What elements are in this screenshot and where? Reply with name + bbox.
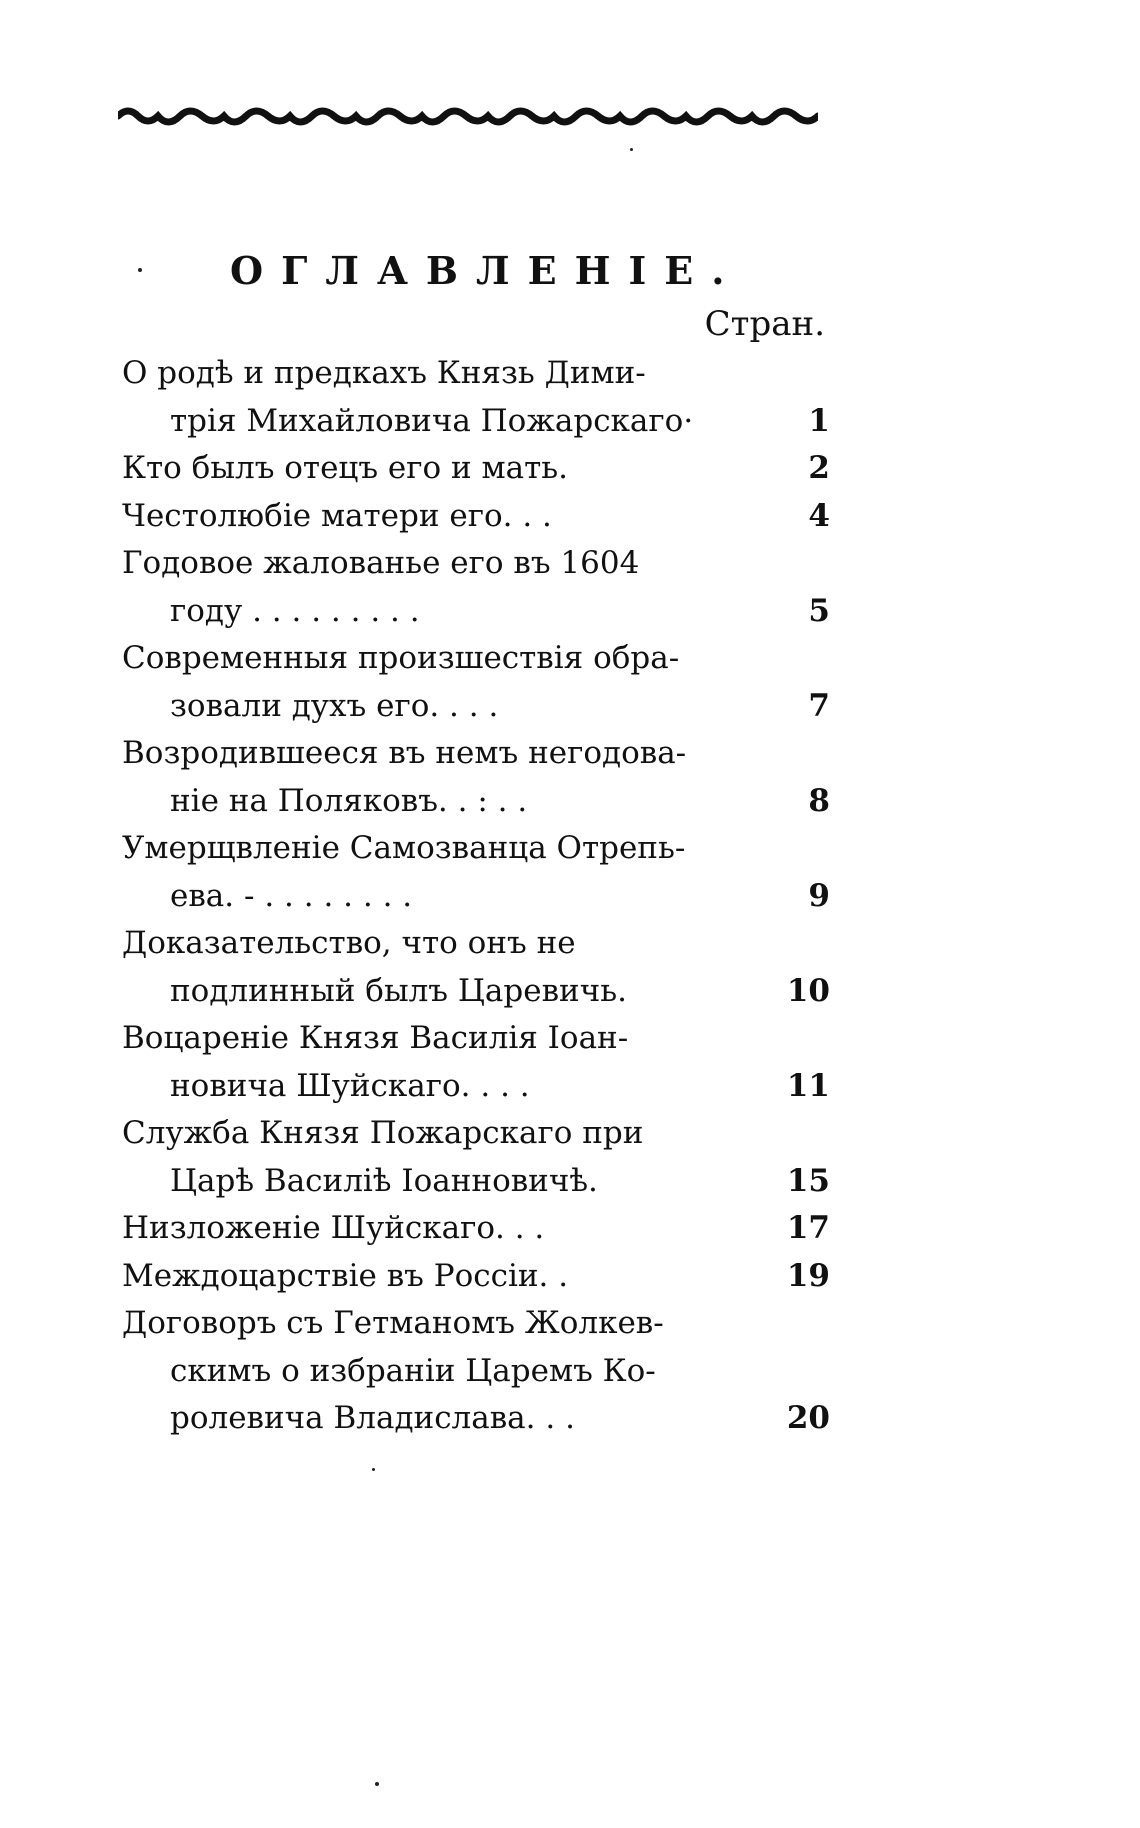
toc-page-number: 10: [786, 972, 830, 1009]
toc-entry-title: [122, 1300, 830, 1443]
page-title: ОГЛАВЛЕНІЕ.: [230, 248, 743, 293]
toc-entry-title: [122, 730, 830, 825]
ink-speck: [138, 268, 142, 272]
toc-entry-line: подлинный былъ Царевичь.: [170, 972, 627, 1009]
toc-entry-line: зовали духъ его. . . .: [170, 687, 499, 724]
toc-entry: [122, 1110, 830, 1205]
toc-entry-title: [122, 540, 830, 635]
toc-page-number: 1: [808, 402, 830, 439]
toc-page-number: 11: [786, 1067, 830, 1104]
table-of-contents: [122, 350, 830, 1443]
toc-entry-line: Воцареніе Князя Василія Іоан-: [122, 1020, 629, 1056]
toc-entry-line: Междоцарствіе въ Россіи. .: [122, 1257, 569, 1294]
toc-entry-title: [122, 1205, 830, 1253]
toc-entry-line: Доказательство, что онъ не: [122, 925, 576, 961]
toc-entry-line: новича Шуйскаго. . . .: [170, 1067, 530, 1104]
toc-entry-title: [122, 635, 830, 730]
toc-entry: [122, 1015, 830, 1110]
toc-entry-line: ніе на Поляковъ. . : . .: [170, 782, 528, 819]
toc-entry-line: Кто былъ отецъ его и мать.: [122, 450, 569, 486]
toc-entry-line: Годовое жалованье его въ 1604: [122, 545, 640, 581]
toc-entry: [122, 635, 830, 730]
toc-page-number: 9: [808, 877, 830, 914]
toc-entry-title: [122, 920, 830, 1015]
toc-entry-title: [122, 493, 830, 541]
toc-page-number: 7: [808, 687, 830, 724]
toc-entry-line: году . . . . . . . . .: [170, 592, 420, 629]
toc-entry-line: ева. - . . . . . . . .: [170, 877, 413, 914]
toc-entry-line: трія Михайловича Пожарскаго·: [170, 402, 694, 439]
toc-entry: [122, 493, 830, 541]
toc-entry-title: [122, 1110, 830, 1205]
toc-page-number: 2: [808, 450, 830, 486]
toc-entry: [122, 730, 830, 825]
toc-entry-line: Честолюбіе матери его. . .: [122, 497, 552, 534]
toc-entry-title: [122, 1015, 830, 1110]
toc-entry: [122, 1205, 830, 1253]
ink-speck: [630, 148, 633, 151]
toc-entry: [122, 920, 830, 1015]
wave-ornament: [118, 102, 818, 132]
ink-speck: [375, 1782, 379, 1786]
toc-entry-line: Договоръ съ Гетманомъ Жолкев-: [122, 1305, 664, 1341]
toc-entry-line: Царѣ Василіѣ Іоанновичѣ.: [170, 1162, 598, 1199]
toc-entry: [122, 540, 830, 635]
toc-page-number: 5: [808, 592, 830, 629]
toc-page-number: 20: [786, 1400, 830, 1436]
toc-entry-line: Современныя произшествія обра-: [122, 640, 680, 676]
toc-entry-line: Умерщвленіе Самозванца Отрепь-: [122, 830, 686, 866]
toc-page-number: 4: [808, 497, 830, 534]
toc-entry: [122, 445, 830, 493]
toc-entry-line: Низложеніе Шуйскаго. . .: [122, 1210, 545, 1246]
toc-entry-title: [122, 1253, 830, 1301]
toc-page-number: 19: [786, 1257, 830, 1294]
toc-entry-title: [122, 350, 830, 445]
toc-page-number: 8: [808, 782, 830, 819]
toc-entry: [122, 1300, 830, 1443]
toc-entry-title: [122, 825, 830, 920]
toc-page-number: 15: [786, 1162, 830, 1199]
toc-entry-line: Возродившееся въ немъ негодова-: [122, 735, 687, 771]
toc-entry: [122, 825, 830, 920]
toc-entry-title: [122, 445, 830, 493]
page-column-header: Стран.: [704, 304, 825, 344]
toc-entry-line: ролевича Владислава. . .: [170, 1400, 575, 1436]
toc-entry-line: Служба Князя Пожарскаго при: [122, 1115, 644, 1151]
toc-entry: [122, 350, 830, 445]
ink-speck: [372, 1468, 375, 1471]
toc-entry: [122, 1253, 830, 1301]
toc-page-number: 17: [786, 1210, 830, 1246]
toc-entry-line: скимъ о избраніи Царемъ Ко-: [170, 1352, 656, 1389]
toc-entry-line: О родѣ и предкахъ Князь Дими-: [122, 355, 646, 391]
